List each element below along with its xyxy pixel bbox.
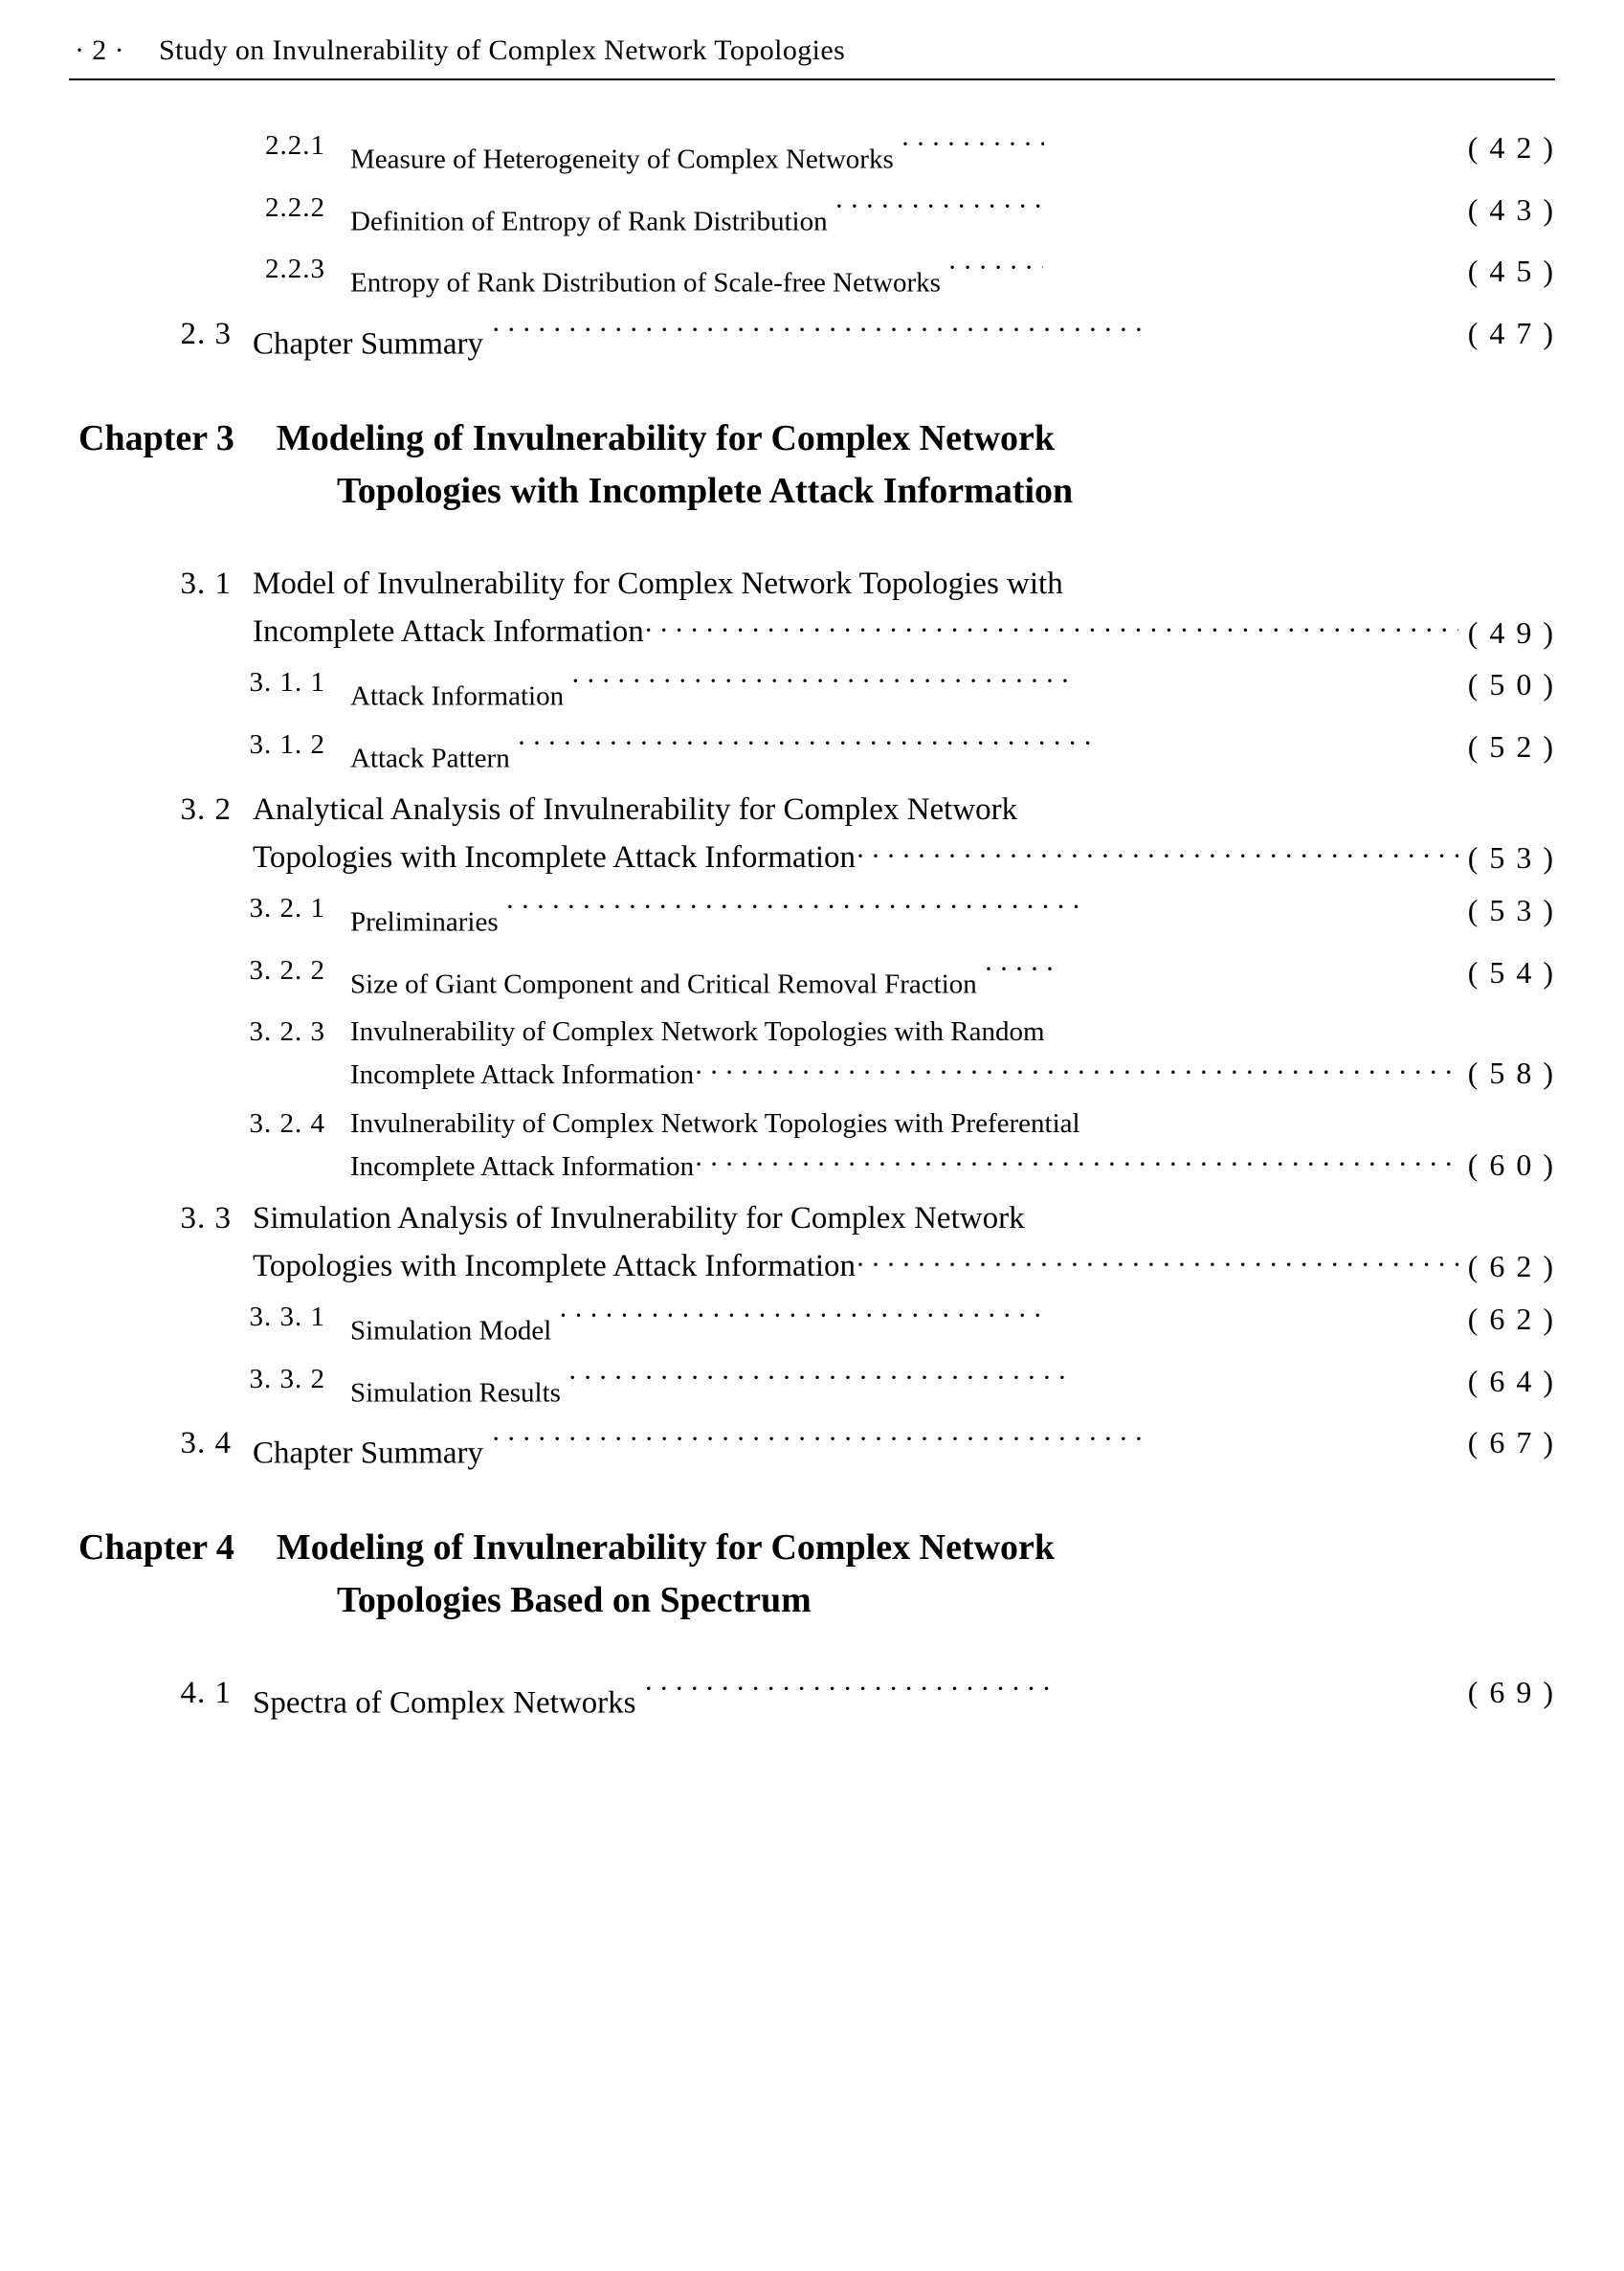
toc-title: Invulnerability of Complex Network Topologies with Random (350, 1016, 1045, 1048)
toc-title-line (325, 248, 1458, 304)
toc-title: Simulation Model (350, 1315, 552, 1347)
toc-entry[interactable] (69, 1194, 1555, 1290)
toc-number: 3. 2. 2 (249, 954, 325, 986)
toc-title-line (325, 187, 1458, 243)
toc-entry[interactable] (69, 949, 1555, 1006)
toc-page-number: ( 5 3 ) (1467, 892, 1555, 927)
toc-page-number: ( 6 4 ) (1467, 1363, 1555, 1398)
dot-leader (559, 1296, 1047, 1338)
toc-entry[interactable] (69, 310, 1555, 368)
toc-entry[interactable] (69, 786, 1555, 881)
toc-number: 3. 3 (180, 1200, 232, 1236)
dot-leader (834, 187, 1043, 229)
toc-title-block (232, 786, 1458, 881)
toc-page-number: ( 6 9 ) (1467, 1675, 1555, 1710)
chapter-heading-4[interactable] (69, 1522, 1555, 1627)
toc-title: Simulation Results (350, 1377, 561, 1409)
toc-page-number: ( 5 2 ) (1467, 728, 1555, 764)
toc-title: Attack Information (350, 680, 565, 712)
toc-title-block (232, 1194, 1458, 1290)
toc-title: Spectra of Complex Networks (253, 1685, 636, 1721)
dot-leader (505, 887, 1089, 929)
book-title: Study on Invulnerability of Complex Network Topologies (158, 34, 846, 66)
chapter-title-line-2: Topologies Based on Spectrum (337, 1580, 812, 1621)
toc-entry[interactable] (69, 560, 1555, 656)
toc-title: Simulation Analysis of Invulnerability for Complex Network (253, 1200, 1025, 1236)
toc-title: Size of Giant Component and Critical Removal Fraction (350, 969, 977, 1000)
toc-page-number: ( 4 2 ) (1467, 130, 1555, 165)
toc-number: 2.2.1 (265, 130, 325, 161)
header-rule (69, 78, 1555, 80)
toc-title-continuation-row (350, 1053, 1458, 1097)
dot-leader (694, 1143, 1458, 1187)
dot-leader (947, 248, 1043, 290)
toc-number: 3. 3. 1 (249, 1301, 325, 1332)
dot-leader (856, 835, 1458, 879)
toc-title: Attack Pattern (350, 743, 510, 774)
toc-number: 2.2.3 (265, 254, 325, 285)
dot-leader (856, 1243, 1458, 1287)
chapter-label: Chapter 4 (78, 1527, 234, 1569)
toc-page-number: ( 6 7 ) (1467, 1425, 1555, 1460)
toc-title: Entropy of Rank Distribution of Scale-free Networks (350, 267, 941, 299)
toc-title-continuation: Topologies with Incomplete Attack Information (253, 1248, 856, 1283)
toc-number: 2. 3 (180, 317, 232, 352)
dot-leader (570, 661, 1068, 703)
dot-leader (984, 949, 1053, 991)
toc-title: Model of Invulnerability for Complex Network Topologies with (253, 566, 1063, 601)
toc-entry[interactable] (69, 887, 1555, 944)
toc-number: 3. 1. 1 (249, 667, 325, 699)
toc-entry[interactable] (69, 1102, 1555, 1189)
toc-page-number: ( 5 3 ) (1467, 840, 1555, 876)
dot-leader (644, 609, 1458, 653)
chapter-heading-3[interactable] (69, 412, 1555, 518)
dot-leader (901, 124, 1044, 167)
toc-page (0, 34, 1624, 2271)
chapter-title-line-1: Modeling of Invulnerability for Complex Network (276, 417, 1056, 458)
toc-title-continuation: Incomplete Attack Information (350, 1059, 695, 1091)
toc-number: 3. 2 (180, 791, 232, 827)
dot-leader (644, 1669, 1056, 1711)
toc-page-number: ( 4 5 ) (1467, 254, 1555, 289)
toc-page-number: ( 4 9 ) (1467, 614, 1555, 650)
toc-page-number: ( 5 8 ) (1467, 1056, 1555, 1091)
toc-entry[interactable] (69, 724, 1555, 780)
running-head (69, 34, 1555, 96)
toc-title-line (325, 661, 1458, 718)
toc-number: 4. 1 (180, 1676, 232, 1711)
toc-entry[interactable] (69, 248, 1555, 304)
toc-number: 3. 2. 3 (249, 1016, 325, 1048)
toc-title-line (232, 310, 1458, 368)
dot-leader (491, 1419, 1151, 1461)
dot-leader (694, 1051, 1458, 1095)
toc-title-block (232, 560, 1458, 656)
toc-entry[interactable] (69, 661, 1555, 718)
toc-number: 3. 1. 2 (249, 728, 325, 760)
toc-number: 3. 1 (180, 566, 232, 601)
toc-entry[interactable] (69, 1669, 1555, 1727)
dot-leader (567, 1358, 1065, 1400)
toc-title-block (325, 1102, 1458, 1189)
toc-title-continuation-row (350, 1145, 1458, 1189)
chapter-title-line-2: Topologies with Incomplete Attack Information (337, 470, 1074, 511)
toc-page-number: ( 4 7 ) (1467, 316, 1555, 351)
toc-title-line (232, 1419, 1458, 1478)
toc-title-line (325, 724, 1458, 780)
toc-page-number: ( 5 0 ) (1467, 667, 1555, 702)
dot-leader (517, 724, 1091, 766)
table-of-contents (69, 124, 1555, 1727)
toc-entry[interactable] (69, 1358, 1555, 1414)
chapter-title-line-1: Modeling of Invulnerability for Complex Network (276, 1527, 1056, 1569)
toc-title-continuation: Incomplete Attack Information (350, 1151, 695, 1183)
toc-title-line (325, 1296, 1458, 1352)
toc-title: Invulnerability of Complex Network Topologies with Preferential (350, 1107, 1080, 1139)
toc-title-line (325, 124, 1458, 181)
toc-number: 3. 2. 4 (249, 1107, 325, 1139)
toc-number: 3. 2. 1 (249, 892, 325, 924)
toc-title-continuation-row (253, 834, 1458, 881)
toc-title: Definition of Entropy of Rank Distribution (350, 206, 828, 237)
toc-number: 3. 4 (180, 1426, 232, 1461)
toc-title-block (325, 1011, 1458, 1097)
toc-page-number: ( 6 0 ) (1467, 1147, 1555, 1182)
toc-number: 2.2.2 (265, 191, 325, 223)
toc-title: Analytical Analysis of Invulnerability for Complex Network (253, 791, 1018, 827)
toc-title-line (325, 949, 1458, 1006)
toc-number: 3. 3. 2 (249, 1363, 325, 1394)
toc-page-number: ( 5 4 ) (1467, 954, 1555, 990)
toc-entry[interactable] (69, 1011, 1555, 1097)
toc-page-number: ( 6 2 ) (1467, 1249, 1555, 1284)
toc-title-line (325, 887, 1458, 944)
toc-entry[interactable] (69, 124, 1555, 181)
toc-title: Measure of Heterogeneity of Complex Networks (350, 144, 894, 175)
toc-page-number: ( 6 2 ) (1467, 1301, 1555, 1336)
toc-title-continuation-row (253, 1242, 1458, 1290)
toc-title: Preliminaries (350, 906, 499, 938)
toc-title: Chapter Summary (253, 1436, 484, 1471)
dot-leader (491, 310, 1151, 352)
toc-title-line (325, 1358, 1458, 1414)
toc-entry[interactable] (69, 1419, 1555, 1478)
toc-title: Chapter Summary (253, 326, 484, 362)
toc-title-continuation: Topologies with Incomplete Attack Information (253, 839, 856, 875)
toc-page-number: ( 4 3 ) (1467, 191, 1555, 227)
page-folio: · 2 · (75, 34, 124, 66)
toc-entry[interactable] (69, 187, 1555, 243)
toc-title-continuation-row (253, 608, 1458, 656)
toc-title-continuation: Incomplete Attack Information (253, 614, 644, 650)
chapter-label: Chapter 3 (78, 417, 234, 458)
toc-title-line (232, 1669, 1458, 1727)
toc-entry[interactable] (69, 1296, 1555, 1352)
